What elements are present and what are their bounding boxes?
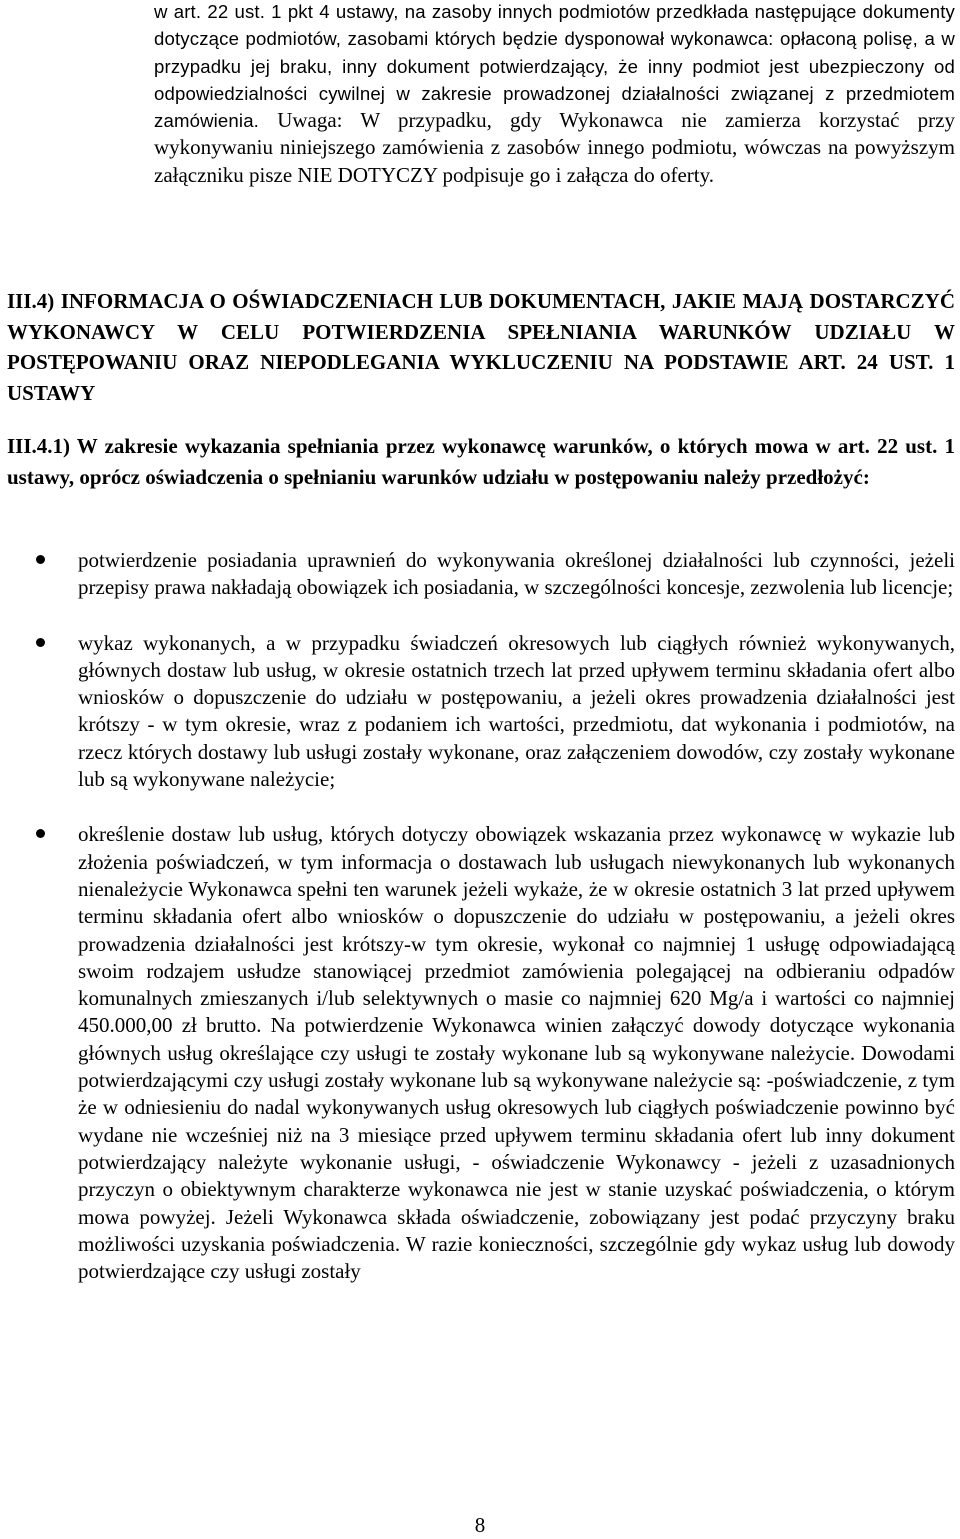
bullet-icon (36, 555, 45, 564)
list-item-text: wykaz wykonanych, a w przypadku świadczeń okresowych lub ciągłych również wykonywanych, głównych dostaw lub usług, w okresie ostatnich trzech lat przed upływem terminu składania ofert albo wniosków o dopuszczenie do udziału w postępowaniu, a jeżeli okres prowadzenia działalności jest krótszy - w tym okresie, wraz z podaniem ich wartości, przedmiotu, dat wykonania i podmiotów, na rzecz których dostawy lub usługi zostały wykonane, oraz załączeniem dowodów, czy zostały wykonane lub są wykonywane należycie; (78, 630, 955, 792)
page-number: 8 (474, 1513, 486, 1537)
bullet-icon (36, 829, 45, 838)
list-item-text: potwierdzenie posiadania uprawnień do wykonywania określonej działalności lub czynności, jeżeli przepisy prawa nakładają obowiązek ich posiadania, w szczególności koncesje, zezwolenia lub licencje; (78, 548, 955, 600)
subsection-heading: III.4.1) W zakresie wykazania spełniania przez wykonawcę warunków, o których mowa w art. 22 ust. 1 ustawy, oprócz oświadczenia o spełnianiu warunków udziału w postępowaniu należy przedłożyć: (7, 434, 955, 489)
intro-paragraph (154, 0, 955, 189)
intro-sans-text: w art. 22 ust. 1 pkt 4 ustawy, na zasoby innych podmiotów przedkłada następujące dokumenty dotyczące podmiotów, zasobami których będzie dysponował wykonawca: opłaconą polisę, a w przypadku jej braku, inny dokument potwierdzający, że inny podmiot jest ubezpieczony od odpowiedzialności cywilnej w zakresie prowadzonej działalności związanej z przedmiotem zamówienia. (154, 1, 955, 132)
requirements-list (0, 547, 960, 1285)
list-item (0, 547, 955, 602)
bullet-icon (36, 638, 45, 647)
list-item-text: określenie dostaw lub usług, których dotyczy obowiązek wskazania przez wykonawcę w wykazie lub złożenia poświadczeń, w tym informacja o dostawach lub usługach niewykonanych lub wykonanych nienależycie Wykonawca spełni ten warunek jeżeli wykaże, że w okresie ostatnich 3 lat przed upływem terminu składania ofert albo wniosków o dopuszczenie do udziału w postępowaniu, a jeżeli okres prowadzenia działalności jest krótszy-w tym okresie, wykonał co najmniej 1 usługę odpowiadającą swoim rodzajem usłudze stanowiącej przedmiot zamówienia polegającej na odbieraniu odpadów komunalnych zmieszanych i/lub selektywnych o masie co najmniej 620 Mg/a i wartości co najmniej 450.000,00 zł brutto. Na potwierdzenie Wykonawca winien załączyć dowody dotyczące wykonania głównych usług określające czy usługi te zostały wykonane lub są wykonywane należycie. Dowodami potwierdzającymi czy usługi zostały wykonane lub są wykonywane należycie są: -poświadczenie, z tym że w odniesieniu do nadal wykonywanych usług okresowych lub ciągłych poświadczenie powinno być wydane nie wcześniej niż na 3 miesiące przed upływem terminu składania ofert lub inny dokument potwierdzający należyte wykonanie usługi, - oświadczenie Wykonawcy - jeżeli z uzasadnionych przyczyn o obiektywnym charakterze wykonawca nie jest w stanie uzyskać poświadczenia, o którym mowa powyżej. Jeżeli Wykonawca składa oświadczenie, zobowiązany jest podać przyczyny braku możliwości uzyskania poświadczenia. W razie konieczności, szczególnie gdy wykaz usług lub dowody potwierdzające czy usługi zostały (78, 822, 955, 1284)
section-heading: III.4) INFORMACJA O OŚWIADCZENIACH LUB DOKUMENTACH, JAKIE MAJĄ DOSTARCZYĆ WYKONAWCY W CELU POTWIERDZENIA SPEŁNIANIA WARUNKÓW UDZIAŁU W POSTĘPOWANIU ORAZ NIEPODLEGANIA WYKLUCZENIU NA PODSTAWIE ART. 24 UST. 1 USTAWY (7, 289, 955, 405)
intro-note-text: Uwaga: W przypadku, gdy Wykonawca nie zamierza korzystać przy wykonywaniu niniejszego zamówienia z zasobów innego podmiotu, wówczas na powyższym załączniku pisze NIE DOTYCZY podpisuje go i załącza do oferty. (154, 108, 955, 187)
list-item (0, 821, 955, 1285)
list-item (0, 630, 955, 794)
